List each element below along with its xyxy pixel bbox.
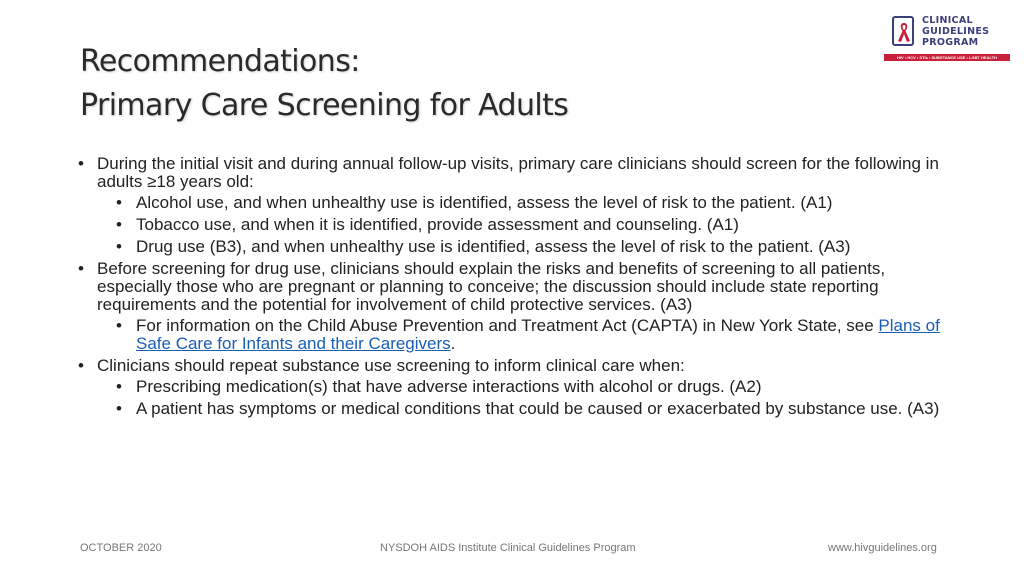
footer-url: www.hivguidelines.org [828, 542, 937, 554]
bullet-initial-visit [78, 155, 958, 256]
bullet-before-screening [78, 260, 958, 353]
sub-bullet-text: For information on the Child Abuse Prevention and Treatment Act (CAPTA) in New York State, see [136, 316, 879, 335]
sub-bullet-prescribing [116, 377, 958, 396]
footer-program: NYSDOH AIDS Institute Clinical Guidelines Program [380, 542, 636, 554]
bullet-marker: • [78, 259, 84, 278]
bullet-marker: • [116, 316, 122, 335]
sub-bullet-capta [116, 316, 958, 353]
sub-bullet-text: Drug use (B3), and when unhealthy use is identified, assess the level of risk to the patient. (A3) [136, 237, 851, 256]
page-title [80, 40, 840, 128]
bullet-marker: • [116, 377, 122, 396]
slide-body [78, 155, 958, 422]
bullet-marker: • [116, 193, 122, 212]
title-line-1: Recommendations: [80, 44, 360, 79]
logo-frame [892, 16, 914, 46]
clinical-guidelines-logo [884, 14, 1010, 66]
footer-date: OCTOBER 2020 [80, 542, 162, 554]
sub-bullet-text: Prescribing medication(s) that have adverse interactions with alcohol or drugs. (A2) [136, 377, 762, 396]
bullet-text: Before screening for drug use, clinicians should explain the risks and benefits of screening to all patients, especially those who are pregnant or planning to conceive; the discussion should include state reporting requirements and the potential for involvement of child protective services. (A3) [97, 259, 886, 314]
bullet-marker: • [116, 215, 122, 234]
bullet-text: During the initial visit and during annual follow-up visits, primary care clinicians should screen for the following in adults ≥18 years old: [97, 154, 939, 191]
logo-line-3: PROGRAM [922, 37, 979, 48]
sub-bullet-list [78, 317, 958, 353]
logo-line-2: GUIDELINES [922, 26, 990, 37]
title-line-2: Primary Care Screening for Adults [80, 88, 569, 123]
sub-bullet-text: Tobacco use, and when it is identified, provide assessment and counseling. (A1) [136, 215, 739, 234]
sub-bullet-suffix: . [450, 334, 456, 353]
awareness-ribbon-icon [896, 21, 912, 43]
plans-of-safe-care-link[interactable]: Plans of Safe Care for Infants and their Caregivers [136, 316, 940, 353]
sub-bullet-list [78, 378, 958, 418]
sub-bullet-alcohol [116, 193, 958, 212]
sub-bullet-text: A patient has symptoms or medical conditions that could be caused or exacerbated by substance use. (A3) [136, 399, 940, 418]
bullet-list [78, 155, 958, 418]
bullet-text: Clinicians should repeat substance use screening to inform clinical care when: [97, 356, 685, 375]
logo-line-1: CLINICAL [922, 15, 973, 26]
sub-bullet-symptoms [116, 399, 958, 418]
bullet-repeat-screening [78, 357, 958, 418]
sub-bullet-drug [116, 237, 958, 256]
bullet-marker: • [78, 356, 84, 375]
sub-bullet-tobacco [116, 215, 958, 234]
bullet-marker: • [78, 154, 84, 173]
sub-bullet-list [78, 194, 958, 256]
logo-tagline-bar: HIV • HCV • STIs • SUBSTANCE USE • LGBT HEALTH [884, 54, 1010, 61]
bullet-marker: • [116, 399, 122, 418]
bullet-marker: • [116, 237, 122, 256]
logo-wordmark [922, 15, 989, 48]
sub-bullet-text: Alcohol use, and when unhealthy use is identified, assess the level of risk to the patient. (A1) [136, 193, 833, 212]
